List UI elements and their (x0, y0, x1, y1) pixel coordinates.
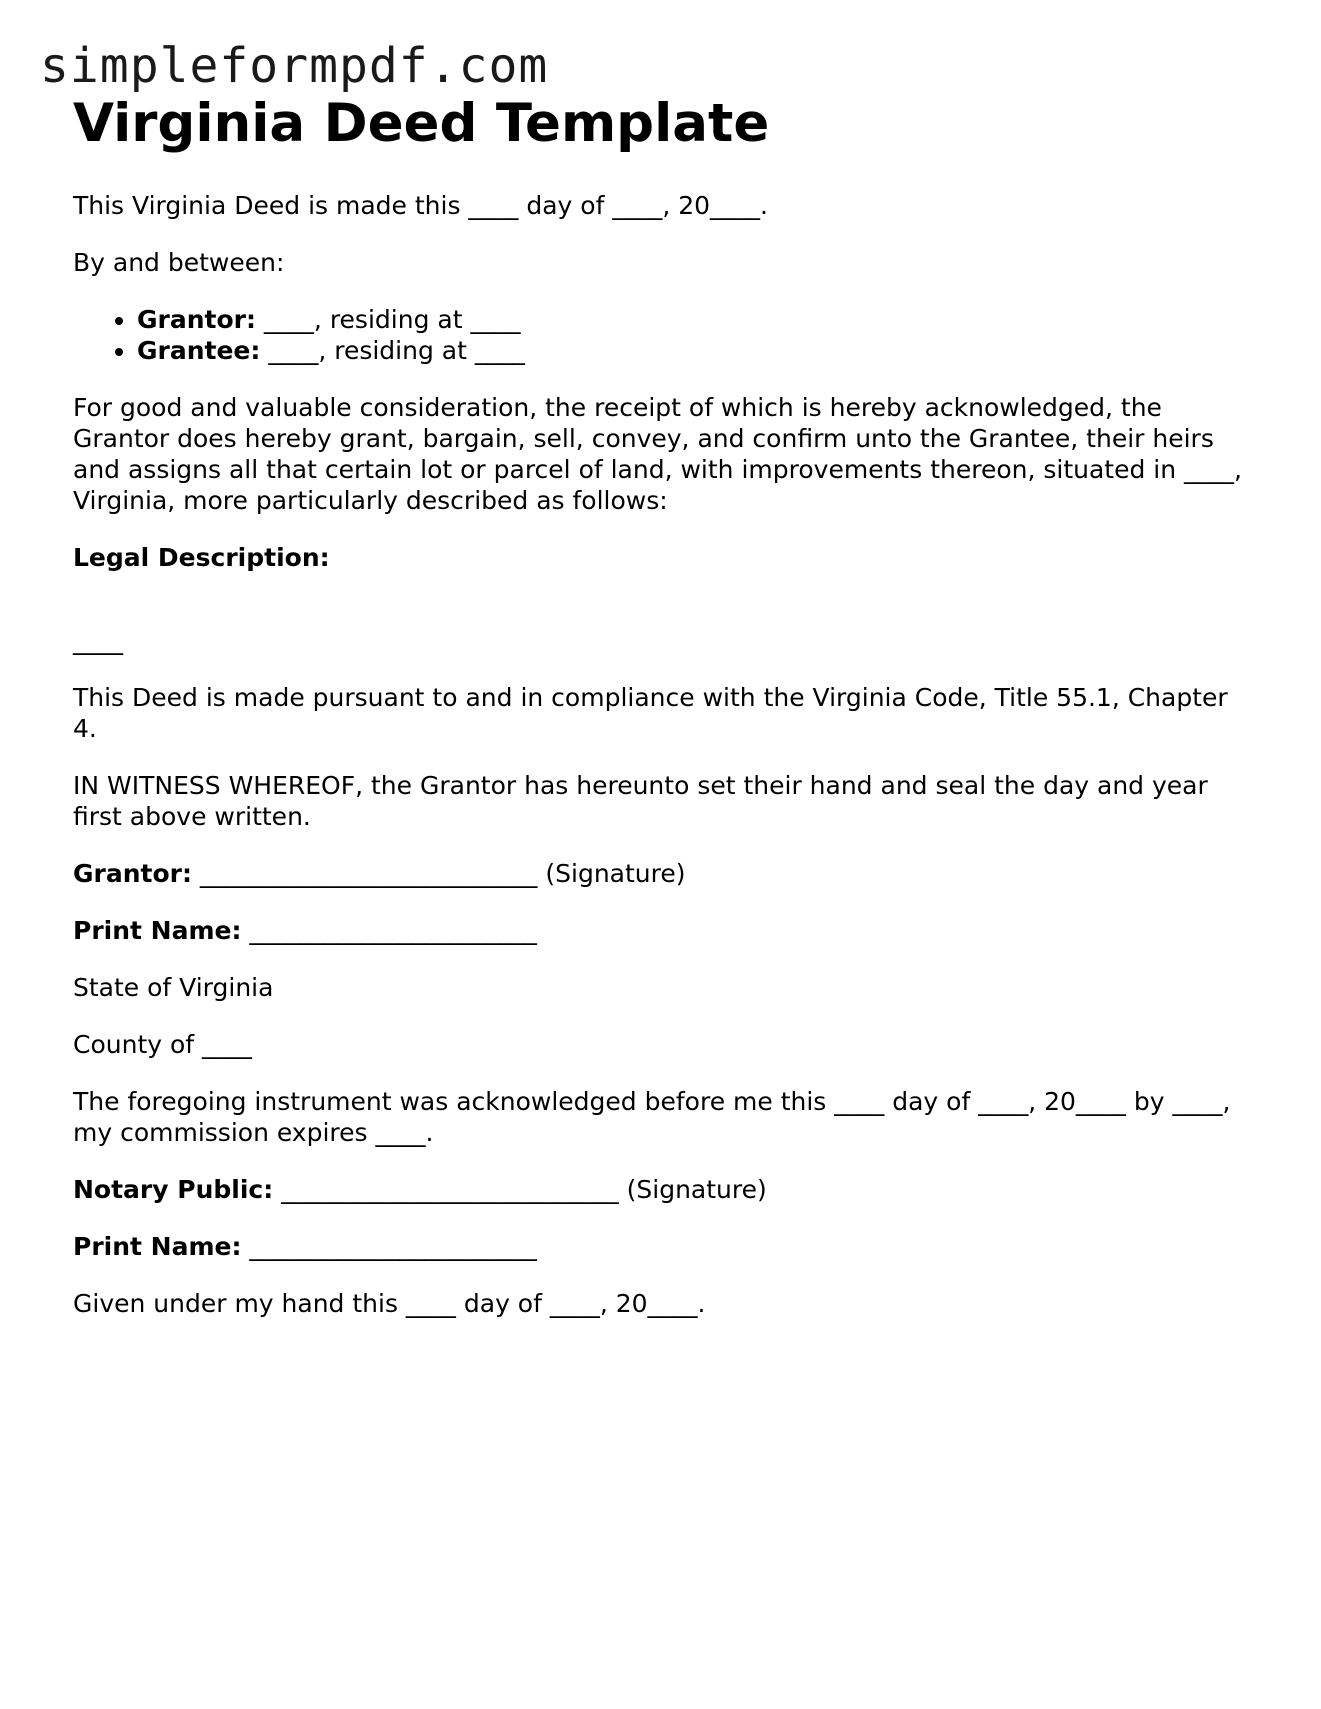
legal-description-blank: ____ (73, 626, 123, 655)
given-under-hand-line: Given under my hand this ____ day of ____, 20____. (73, 1289, 706, 1318)
notary-signature-blank: ___________________________ (Signature) (273, 1175, 767, 1204)
party-grantee-label: Grantee: (137, 336, 261, 365)
state-line: State of Virginia (73, 973, 274, 1002)
spacer (73, 599, 1253, 625)
grantor-signature-blank: ___________________________ (Signature) (191, 859, 686, 888)
notary-print-name-label: Print Name: (73, 1232, 242, 1261)
parties-list (73, 304, 1253, 366)
grantor-print-name-label: Print Name: (73, 916, 242, 945)
grantor-print-name-line (73, 915, 1253, 946)
watermark: simpleformpdf.com (40, 38, 549, 94)
deed-document (73, 92, 1253, 1345)
page-title: Virginia Deed Template (73, 93, 770, 154)
grantor-signature-line (73, 858, 1253, 889)
intro-paragraph: This Virginia Deed is made this ____ day of ____, 20____. (73, 191, 768, 220)
notary-signature-label: Notary Public: (73, 1175, 274, 1204)
grantor-signature-label: Grantor: (73, 859, 192, 888)
by-and-between: By and between: (73, 248, 285, 277)
county-line: County of ____ (73, 1030, 253, 1059)
witness-paragraph: IN WITNESS WHEREOF, the Grantor has hereunto set their hand and seal the day and year first above written. (73, 771, 1208, 831)
acknowledgment-paragraph: The foregoing instrument was acknowledged before me this ____ day of ____, 20____ by ____, my commission expires ____. (73, 1087, 1231, 1147)
legal-description-label-text: Legal Description: (73, 543, 330, 572)
party-grantor-label: Grantor: (137, 305, 256, 334)
party-grantee-text: ____, residing at ____ (260, 336, 525, 365)
notary-signature-line (73, 1174, 1253, 1205)
notary-print-name-line (73, 1231, 1253, 1262)
notary-print-name-blank: _______________________ (241, 1232, 537, 1261)
legal-description-label (73, 542, 1253, 573)
compliance-paragraph: This Deed is made pursuant to and in compliance with the Virginia Code, Title 55.1, Chapter 4. (73, 683, 1228, 743)
grantor-print-name-blank: _______________________ (241, 916, 537, 945)
party-grantee (137, 335, 1253, 366)
party-grantor (137, 304, 1253, 335)
party-grantor-text: ____, residing at ____ (255, 305, 521, 334)
consideration-paragraph: For good and valuable consideration, the receipt of which is hereby acknowledged, the Grantor does hereby grant, bargain, sell, convey, and confirm unto the Grantee, their heirs and assigns all that certain lot or parcel of land, with improvements thereon, situated in ____, Virginia, more particularly described as follows: (73, 393, 1242, 515)
